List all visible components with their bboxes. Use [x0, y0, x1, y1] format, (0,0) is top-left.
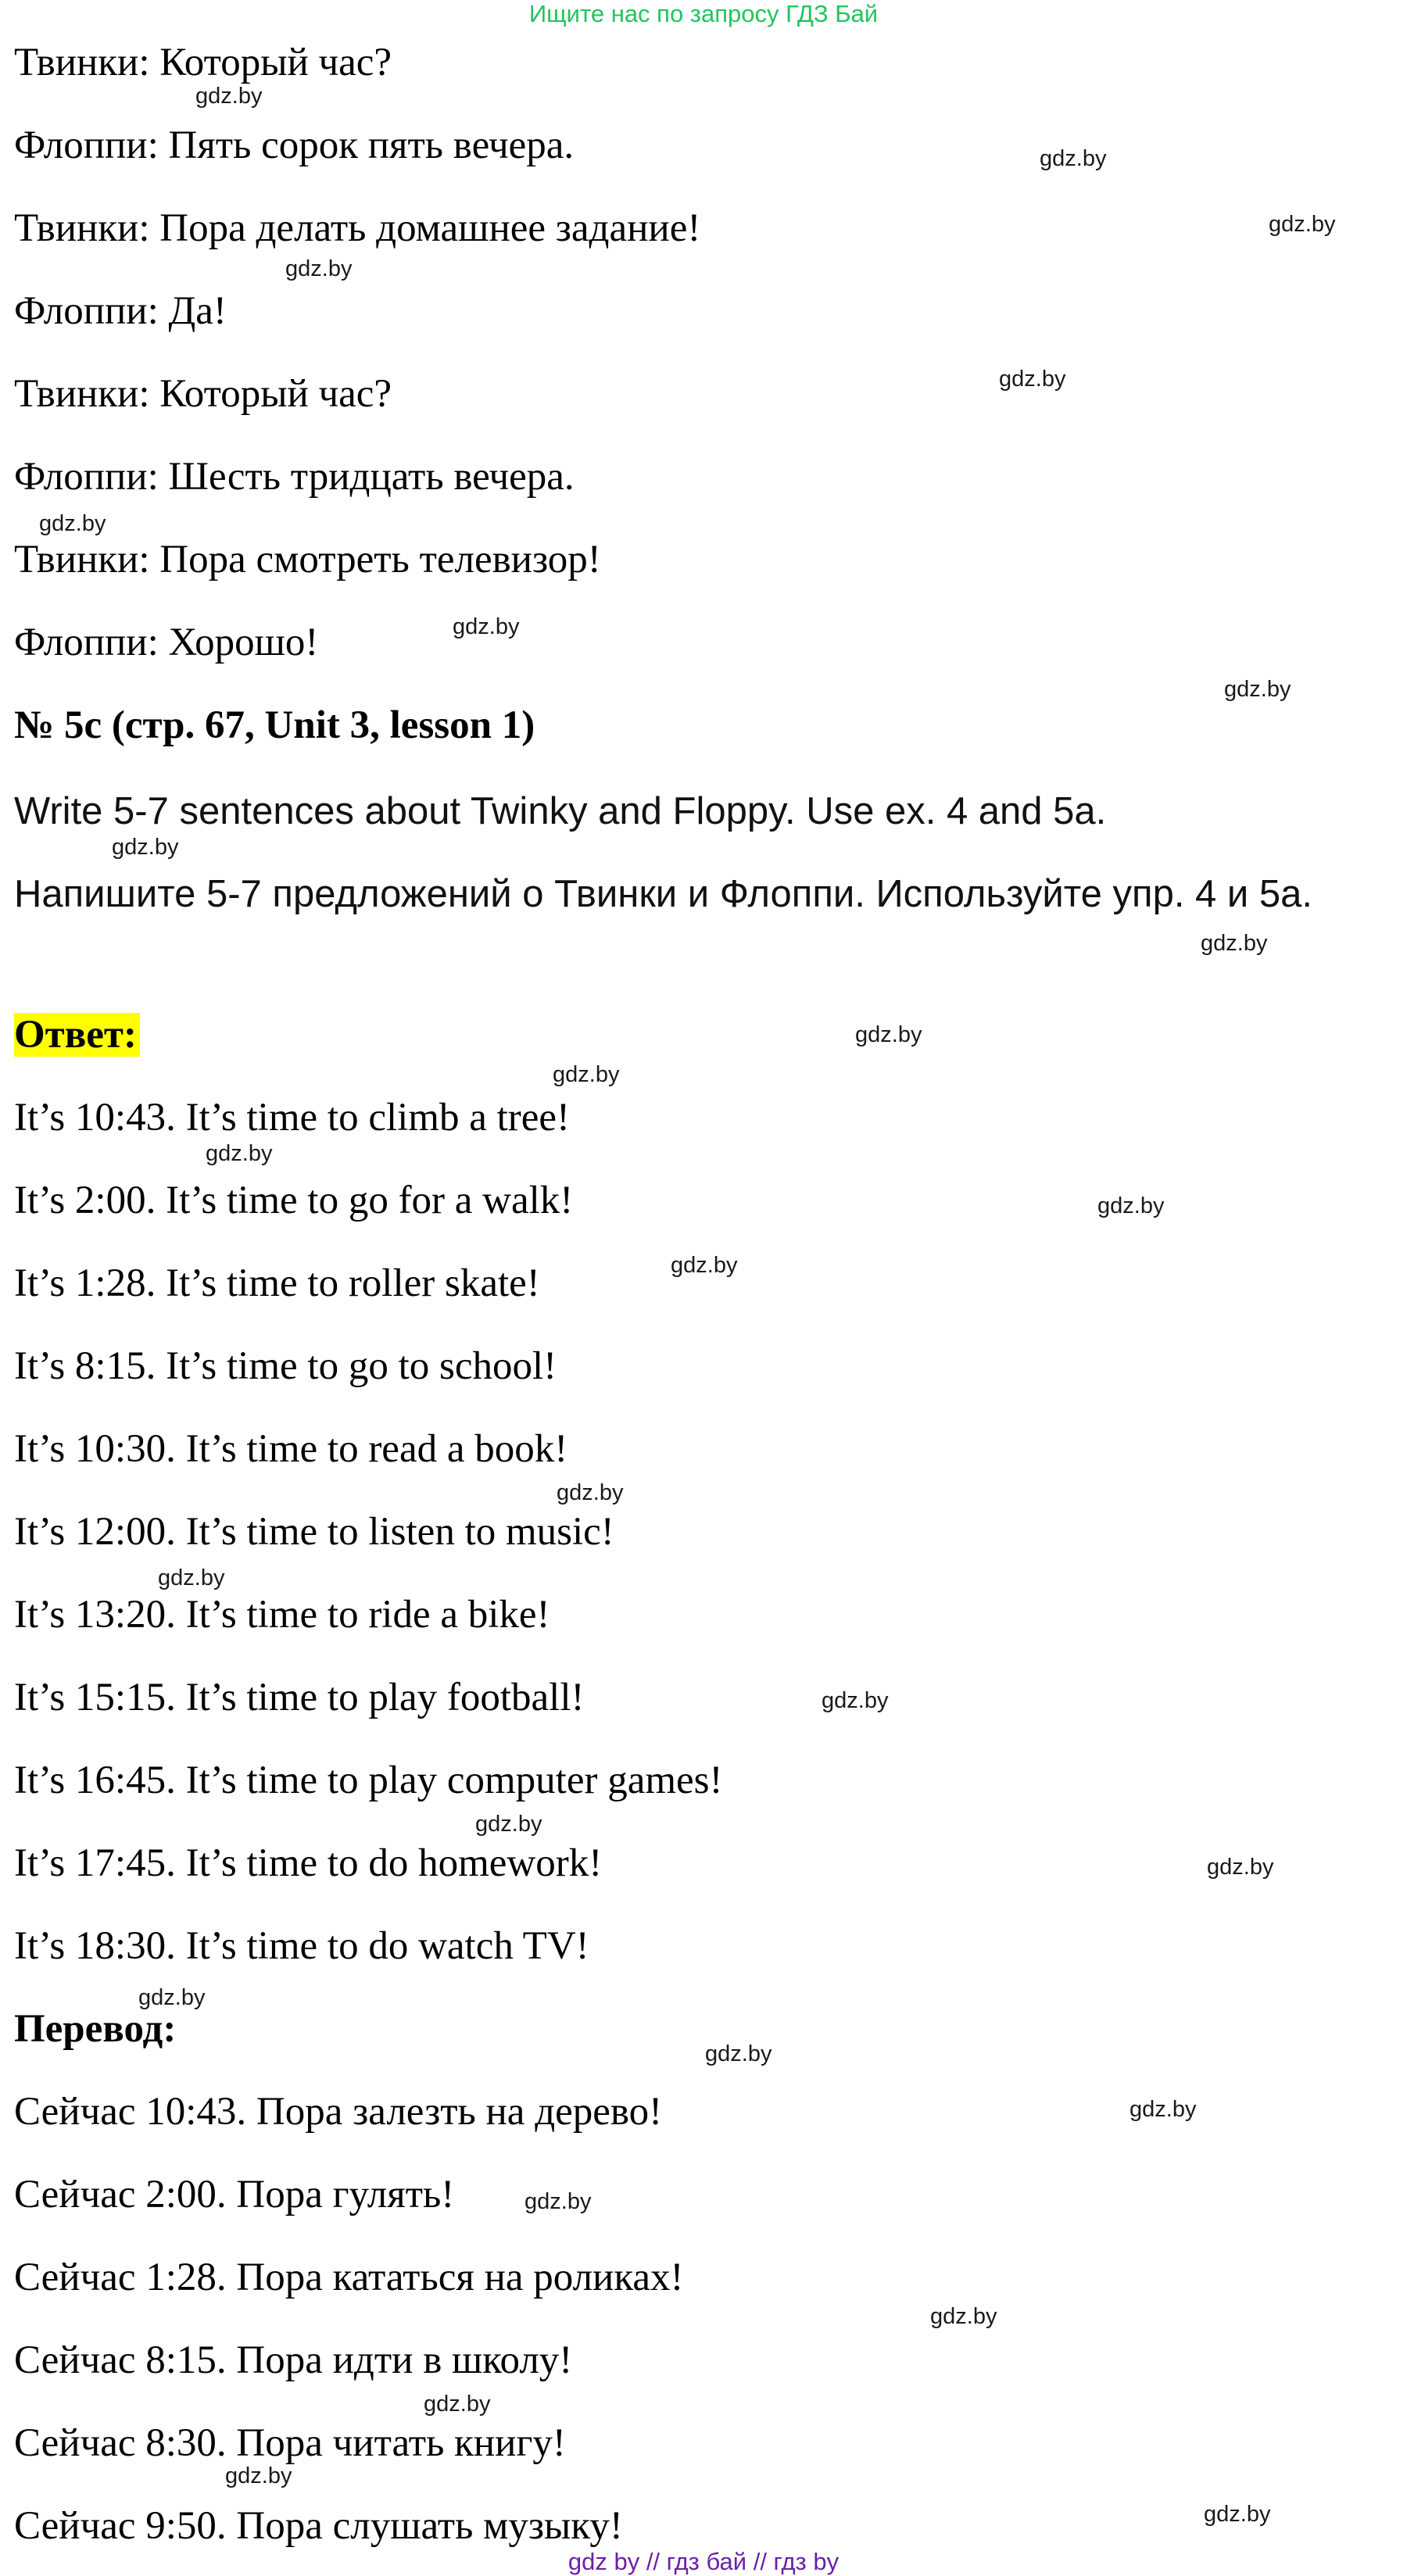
watermark: gdz.by	[1204, 2502, 1271, 2527]
dialogue-line: Твинки: Который час?	[14, 41, 392, 84]
answer-line: It’s 18:30. It’s time to do watch TV!	[14, 1924, 589, 1968]
dialogue-line: Твинки: Пора делать домашнее задание!	[14, 206, 701, 250]
answer-line: It’s 17:45. It’s time to do homework!	[14, 1841, 603, 1885]
answer-line: It’s 15:15. It’s time to play football!	[14, 1676, 585, 1719]
translation-line: Сейчас 8:30. Пора читать книгу!	[14, 2421, 566, 2465]
watermark: gdz.by	[138, 1985, 206, 2010]
watermark: gdz.by	[225, 2463, 292, 2488]
watermark: gdz.by	[1201, 931, 1268, 956]
watermark: gdz.by	[285, 256, 353, 281]
watermark: gdz.by	[424, 2392, 491, 2417]
task-instruction-en: Write 5-7 sentences about Twinky and Floppy. Use ex. 4 and 5a.	[14, 790, 1107, 832]
watermark: gdz.by	[1097, 1193, 1165, 1218]
watermark: gdz.by	[553, 1062, 620, 1087]
watermark: gdz.by	[705, 2041, 772, 2066]
translation-line: Сейчас 10:43. Пора залезть на дерево!	[14, 2090, 663, 2134]
task-instruction-ru: Напишите 5-7 предложений о Твинки и Флоппи. Используйте упр. 4 и 5a.	[14, 873, 1313, 915]
answer-line: It’s 2:00. It’s time to go for a walk!	[14, 1179, 574, 1222]
watermark: gdz.by	[999, 367, 1066, 392]
answer-line: It’s 16:45. It’s time to play computer games!	[14, 1758, 723, 1802]
translation-line: Сейчас 1:28. Пора кататься на роликах!	[14, 2256, 684, 2299]
dialogue-line: Флоппи: Да!	[14, 289, 227, 333]
watermark: gdz.by	[475, 1812, 542, 1837]
translation-label: Перевод:	[14, 2007, 177, 2051]
answer-line: It’s 8:15. It’s time to go to school!	[14, 1344, 557, 1388]
dialogue-line: Флоппи: Хорошо!	[14, 621, 319, 664]
footer-links: gdz by // гдз бай // гдз by	[567, 2548, 840, 2575]
watermark: gdz.by	[1269, 212, 1336, 237]
answer-line: It’s 13:20. It’s time to ride a bike!	[14, 1593, 550, 1637]
answer-line: It’s 1:28. It’s time to roller skate!	[14, 1261, 540, 1305]
task-heading: № 5c (стр. 67, Unit 3, lesson 1)	[14, 703, 535, 747]
translation-line: Сейчас 9:50. Пора слушать музыку!	[14, 2504, 623, 2548]
watermark: gdz.by	[930, 2304, 997, 2329]
watermark: gdz.by	[158, 1565, 225, 1590]
watermark: gdz.by	[112, 835, 179, 860]
dialogue-line: Флоппи: Шесть тридцать вечера.	[14, 455, 575, 499]
watermark: gdz.by	[524, 2189, 592, 2214]
watermark: gdz.by	[195, 84, 263, 109]
watermark: gdz.by	[1207, 1855, 1274, 1880]
translation-line: Сейчас 8:15. Пора идти в школу!	[14, 2338, 573, 2382]
answer-line: It’s 12:00. It’s time to listen to music!	[14, 1510, 614, 1554]
dialogue-line: Твинки: Пора смотреть телевизор!	[14, 538, 601, 581]
watermark: gdz.by	[1040, 146, 1107, 171]
answer-line: It’s 10:30. It’s time to read a book!	[14, 1427, 568, 1471]
watermark: gdz.by	[855, 1022, 922, 1047]
watermark: gdz.by	[671, 1253, 738, 1278]
dialogue-line: Твинки: Который час?	[14, 372, 392, 416]
top-banner: Ищите нас по запросу ГДЗ Бай	[528, 0, 879, 27]
translation-line: Сейчас 2:00. Пора гулять!	[14, 2173, 455, 2216]
watermark: gdz.by	[453, 614, 520, 639]
dialogue-line: Флоппи: Пять сорок пять вечера.	[14, 123, 575, 167]
watermark: gdz.by	[557, 1480, 624, 1505]
answer-label: Ответ:	[14, 1011, 140, 1058]
watermark: gdz.by	[1130, 2097, 1197, 2122]
watermark: gdz.by	[206, 1141, 273, 1166]
watermark: gdz.by	[822, 1688, 889, 1713]
watermark: gdz.by	[1224, 677, 1291, 702]
watermark: gdz.by	[39, 511, 106, 536]
answer-line: It’s 10:43. It’s time to climb a tree!	[14, 1096, 571, 1140]
